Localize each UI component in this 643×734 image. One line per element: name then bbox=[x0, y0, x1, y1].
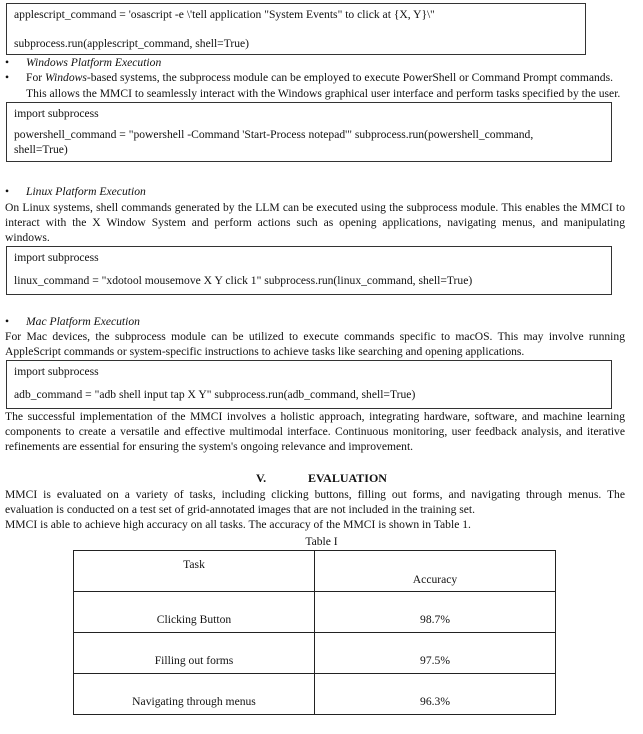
windows-body-line1-post: -based systems, the subprocess module can be employed to execute PowerShell or Command Prompt commands. bbox=[86, 71, 614, 84]
paragraph-line: MMCI is able to achieve high accuracy on all tasks. The accuracy of the MMCI is shown in Table 1. bbox=[5, 518, 471, 531]
table-row bbox=[74, 592, 556, 633]
applescript-code-block bbox=[6, 3, 586, 55]
code-line: import subprocess bbox=[14, 107, 99, 120]
powershell-code-block bbox=[6, 102, 612, 162]
cell-text: Clicking Button bbox=[156, 612, 232, 626]
bullet-icon: • bbox=[5, 315, 10, 328]
task-cell bbox=[74, 674, 315, 715]
table-row bbox=[74, 674, 556, 715]
bullet-icon: • bbox=[5, 56, 10, 69]
linux-code-block bbox=[6, 246, 612, 295]
table-row bbox=[74, 633, 556, 674]
code-line: subprocess.run(applescript_command, shell=True) bbox=[14, 37, 250, 50]
mac-section-heading bbox=[5, 314, 140, 329]
windows-section-heading bbox=[5, 55, 161, 70]
task-cell bbox=[74, 633, 315, 674]
paragraph-line: AppleScript commands or system-specific instructions to achieve tasks like searching and opening applications. bbox=[5, 345, 525, 358]
windows-body-line1-em: Windows bbox=[45, 71, 87, 84]
table-caption: Table I bbox=[305, 535, 338, 548]
cell-text: 98.7% bbox=[420, 612, 450, 626]
paragraph-line: windows. bbox=[5, 231, 50, 244]
header-label: Task bbox=[183, 557, 205, 571]
adb-code-block bbox=[6, 360, 612, 409]
paragraph-line: On Linux systems, shell commands generated by the LLM can be executed using the subprocess module. This enables the MMCI to bbox=[5, 201, 625, 214]
windows-body-line2: This allows the MMCI to seamlessly interact with the Windows graphical user interface and perform tasks specified by the user. bbox=[26, 87, 621, 100]
code-line: applescript_command = 'osascript -e \'tell application "System Events" to click at {X, Y}\'' bbox=[14, 8, 435, 21]
windows-body-line1-pre: For bbox=[26, 71, 46, 84]
section-title: EVALUATION bbox=[308, 471, 387, 485]
section-title: Windows Platform Execution bbox=[26, 56, 162, 69]
linux-section-heading bbox=[5, 184, 146, 199]
accuracy-cell bbox=[315, 674, 556, 715]
paragraph-line: MMCI is evaluated on a variety of tasks, including clicking buttons, filling out forms, and navigating through menus. The bbox=[5, 488, 625, 501]
windows-body-bullet bbox=[5, 70, 613, 85]
paragraph-line: components to create a versatile and effective multimodal interface. Continuous monitoring, user feedback analysis, and iterative bbox=[5, 425, 625, 438]
summary-paragraph bbox=[5, 409, 625, 454]
header-cell-task bbox=[74, 551, 315, 592]
code-line: import subprocess bbox=[14, 365, 99, 378]
table-header-row bbox=[74, 551, 556, 592]
code-line: powershell_command = "powershell -Command 'Start-Process notepad'" subprocess.run(powershell_command, bbox=[14, 128, 534, 141]
section-title: Linux Platform Execution bbox=[26, 185, 146, 198]
section-title: Mac Platform Execution bbox=[26, 315, 140, 328]
section-number: V. bbox=[256, 471, 267, 485]
results-table bbox=[73, 550, 556, 715]
header-label: Accuracy bbox=[412, 572, 458, 586]
code-line: shell=True) bbox=[14, 143, 68, 156]
cell-text: 96.3% bbox=[420, 694, 450, 708]
mac-paragraph bbox=[5, 329, 625, 359]
cell-text: Filling out forms bbox=[154, 653, 234, 667]
task-cell bbox=[74, 592, 315, 633]
linux-paragraph bbox=[5, 200, 625, 245]
paragraph-line: For Mac devices, the subprocess module can be utilized to execute commands specific to macOS. This may involve running bbox=[5, 330, 625, 343]
bullet-icon: • bbox=[5, 71, 10, 84]
cell-text: Navigating through menus bbox=[132, 694, 256, 708]
evaluation-paragraph bbox=[5, 487, 625, 532]
paragraph-line: evaluation is conducted on a test set of grid-annotated images that are not included in the training set. bbox=[5, 503, 476, 516]
code-line: import subprocess bbox=[14, 251, 99, 264]
cell-text: 97.5% bbox=[420, 653, 450, 667]
evaluation-heading bbox=[0, 471, 643, 486]
paragraph-line: refinements are essential for ensuring the system's ongoing relevance and improvement. bbox=[5, 440, 414, 453]
bullet-icon: • bbox=[5, 185, 10, 198]
header-cell-accuracy bbox=[315, 551, 556, 592]
code-line: adb_command = "adb shell input tap X Y" subprocess.run(adb_command, shell=True) bbox=[14, 388, 416, 401]
code-line: linux_command = "xdotool mousemove X Y click 1" subprocess.run(linux_command, shell=True) bbox=[14, 274, 473, 287]
paragraph-line: interact with the X Window System and perform actions such as opening applications, navigating menus, and manipulating bbox=[5, 216, 625, 229]
paragraph-line: The successful implementation of the MMCI involves a holistic approach, integrating hardware, software, and machine learning bbox=[5, 410, 625, 423]
accuracy-cell bbox=[315, 592, 556, 633]
accuracy-cell bbox=[315, 633, 556, 674]
